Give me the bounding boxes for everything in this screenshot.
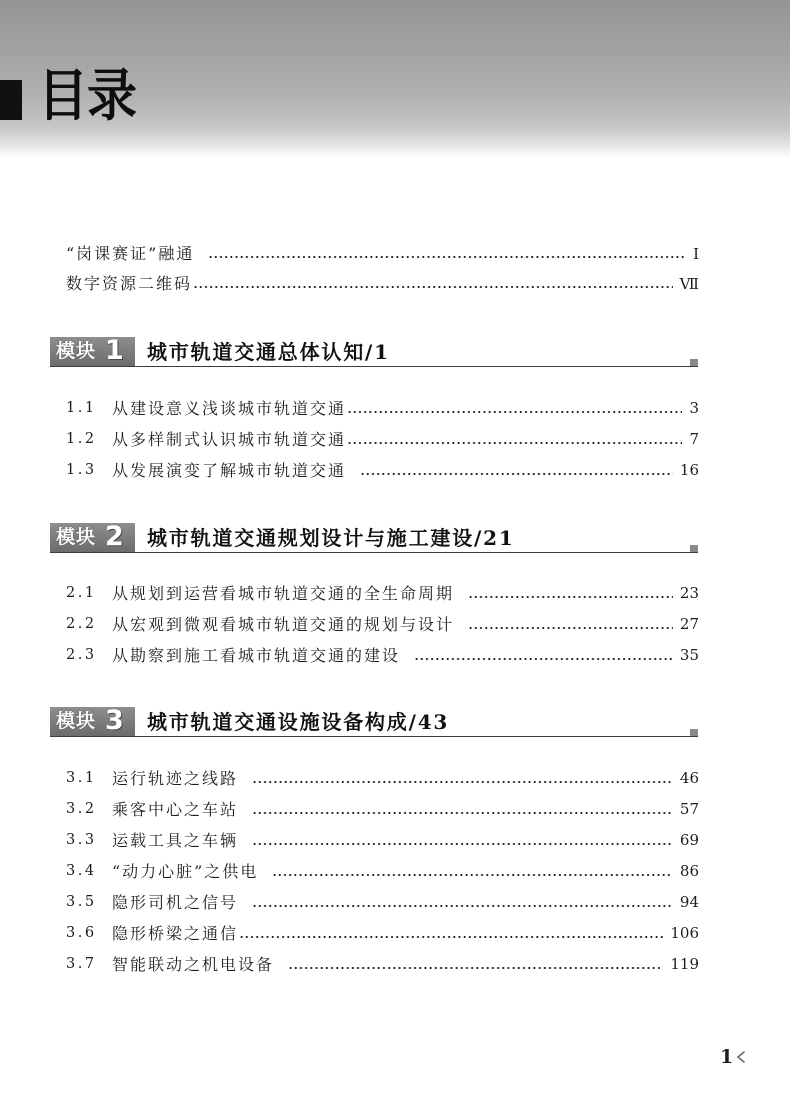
module-badge-number: 3 <box>105 707 124 736</box>
entry-number: 3.7 <box>66 956 97 972</box>
entry-number: 3.2 <box>66 801 97 817</box>
dot-leader <box>239 918 663 949</box>
dot-leader <box>347 393 682 424</box>
dot-leader <box>252 825 673 856</box>
rule-end-square-icon <box>690 359 698 366</box>
entry-title: 从多样制式认识城市轨道交通 <box>112 430 347 449</box>
entry-number: 2.3 <box>66 647 97 663</box>
entry-title: 智能联动之机电设备 <box>112 955 275 974</box>
dot-leader <box>252 794 673 825</box>
entry-page-number: 35 <box>679 646 699 664</box>
dot-leader <box>272 856 673 887</box>
entry-title: 从发展演变了解城市轨道交通 <box>112 461 347 480</box>
entry-page-number: 23 <box>679 584 699 602</box>
entry-title: “动力心脏”之供电 <box>112 862 259 881</box>
dot-leader <box>193 269 673 299</box>
rule-end-square-icon <box>690 729 698 736</box>
entry-page-number: Ⅰ <box>693 245 699 263</box>
dot-leader <box>360 455 673 486</box>
module-badge-number: 1 <box>105 337 124 366</box>
toc-entry-3-1 <box>66 763 699 794</box>
entry-number: 3.6 <box>66 925 97 941</box>
entry-page-number: 94 <box>679 893 699 911</box>
toc-entry-3-7 <box>66 949 699 980</box>
module-title: 城市轨道交通设施设备构成/43 <box>147 710 450 734</box>
toc-entry-2-3 <box>66 640 699 671</box>
dot-leader <box>468 609 673 640</box>
page-title: 目录 <box>38 63 136 129</box>
toc-entry-3-3 <box>66 825 699 856</box>
dot-leader <box>252 887 673 918</box>
module-badge-number: 2 <box>105 523 124 552</box>
entry-title: 从勘察到施工看城市轨道交通的建设 <box>112 646 401 665</box>
front-matter-list <box>66 239 699 299</box>
toc-entry-front-1 <box>66 239 699 269</box>
module-badge-label: 模块 <box>56 710 97 732</box>
dot-leader <box>468 578 673 609</box>
entry-title: 从宏观到微观看城市轨道交通的规划与设计 <box>112 615 455 634</box>
module-2-header <box>50 523 698 553</box>
entry-number: 1.3 <box>66 462 97 478</box>
entry-number: 2.1 <box>66 585 97 601</box>
entry-number: 3.1 <box>66 770 97 786</box>
dot-leader <box>347 424 682 455</box>
entry-number: 3.4 <box>66 863 97 879</box>
module-badge <box>50 707 135 736</box>
entry-number: 1.2 <box>66 431 97 447</box>
entry-page-number: 57 <box>679 800 699 818</box>
entry-number: 3.3 <box>66 832 97 848</box>
dot-leader <box>414 640 673 671</box>
entry-page-number: 69 <box>679 831 699 849</box>
entry-title: 从建设意义浅谈城市轨道交通 <box>112 399 347 418</box>
entry-title: 数字资源二维码 <box>66 274 193 293</box>
toc-entry-1-2 <box>66 424 699 455</box>
module-title: 城市轨道交通总体认知/1 <box>147 340 390 364</box>
entry-page-number: Ⅶ <box>679 275 699 293</box>
module-badge <box>50 523 135 552</box>
chevron-left-icon <box>736 1051 746 1063</box>
dot-leader <box>252 763 673 794</box>
module-2-entries <box>66 578 699 671</box>
toc-entry-2-2 <box>66 609 699 640</box>
toc-entry-1-1 <box>66 393 699 424</box>
entry-title: 隐形司机之信号 <box>112 893 239 912</box>
module-title: 城市轨道交通规划设计与施工建设/21 <box>147 526 515 550</box>
entry-number: 2.2 <box>66 616 97 632</box>
entry-page-number: 86 <box>679 862 699 880</box>
entry-title: 乘客中心之车站 <box>112 800 239 819</box>
entry-page-number: 27 <box>679 615 699 633</box>
entry-title: 隐形桥梁之通信 <box>112 924 239 943</box>
entry-page-number: 16 <box>679 461 699 479</box>
entry-page-number: 3 <box>689 399 699 417</box>
toc-entry-2-1 <box>66 578 699 609</box>
entry-title: 运行轨迹之线路 <box>112 769 239 788</box>
rule-end-square-icon <box>690 545 698 552</box>
entry-page-number: 7 <box>689 430 699 448</box>
toc-entry-3-5 <box>66 887 699 918</box>
entry-page-number: 106 <box>670 924 699 942</box>
module-3-header <box>50 707 698 737</box>
module-badge-label: 模块 <box>56 340 97 362</box>
entry-number: 1.1 <box>66 400 97 416</box>
module-3-entries <box>66 763 699 980</box>
toc-entry-3-2 <box>66 794 699 825</box>
toc-entry-1-3 <box>66 455 699 486</box>
dot-leader <box>208 239 686 269</box>
square-marker-icon <box>0 80 22 120</box>
module-badge-label: 模块 <box>56 526 97 548</box>
entry-number: 3.5 <box>66 894 97 910</box>
entry-title: 运载工具之车辆 <box>112 831 239 850</box>
module-1-entries <box>66 393 699 486</box>
toc-entry-front-2 <box>66 269 699 299</box>
module-1-header <box>50 337 698 367</box>
entry-title: 从规划到运营看城市轨道交通的全生命周期 <box>112 584 455 603</box>
toc-entry-3-4 <box>66 856 699 887</box>
entry-page-number: 46 <box>679 769 699 787</box>
module-badge <box>50 337 135 366</box>
footer-page-number: 1 <box>720 1046 734 1068</box>
entry-page-number: 119 <box>670 955 699 973</box>
entry-title: “岗课赛证”融通 <box>66 244 195 263</box>
dot-leader <box>288 949 663 980</box>
toc-entry-3-6 <box>66 918 699 949</box>
